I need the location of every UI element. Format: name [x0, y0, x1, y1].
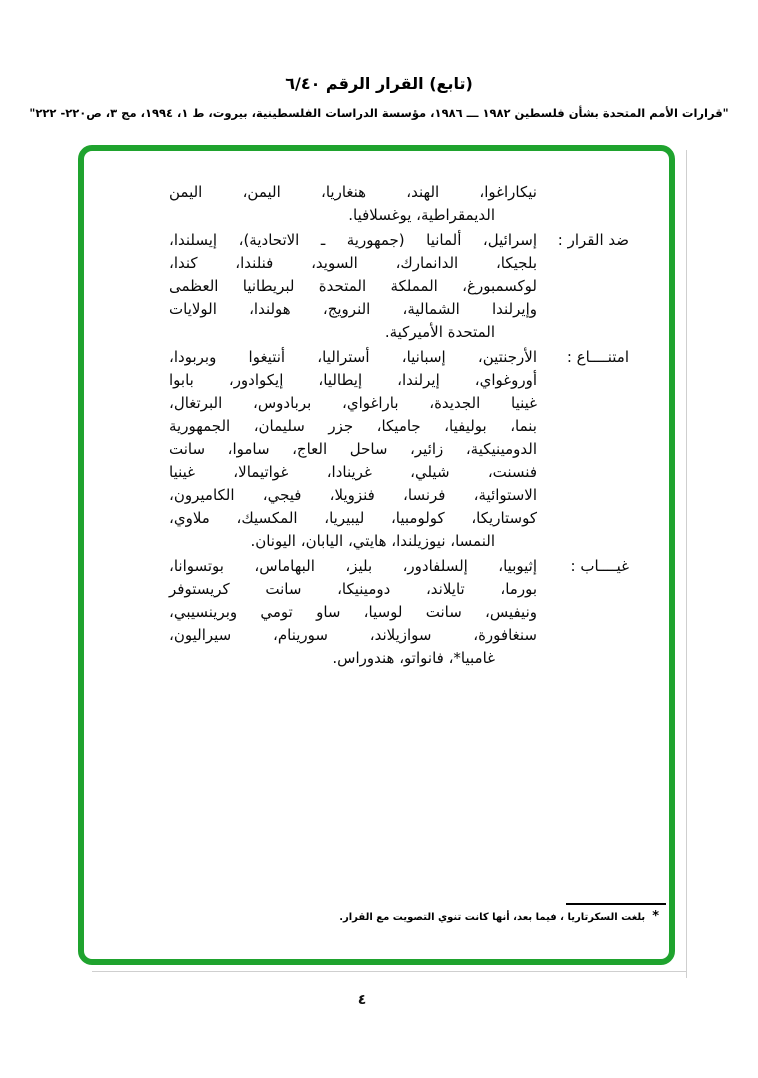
vote-line: بلجيكا، الدانمارك، السويد، فنلندا، كندا، [169, 254, 537, 272]
document-title: (تابع) القرار الرقم ٦/٤٠ [285, 74, 473, 93]
scan-edge-vertical-line [686, 150, 687, 978]
vote-label: ضد القرار : [557, 231, 629, 249]
page-number: ٤ [357, 992, 367, 1008]
vote-line: المتحدة الأميركية. [384, 323, 495, 341]
footnote-asterisk-marker: * [652, 909, 659, 924]
vote-line: أوروغواي، إيرلندا، إيطاليا، إيكوادور، بابوا [169, 371, 537, 389]
vote-line: الديمقراطية، يوغسلافيا. [348, 206, 495, 224]
vote-line: غينيا الجديدة، باراغواي، بربادوس، البرتغال، [169, 394, 537, 412]
vote-paragraph [169, 346, 629, 553]
vote-paragraph [169, 229, 629, 344]
vote-line: إثيوبيا، إلسلفادور، بليز، البهاماس، بوتسوانا، [169, 557, 537, 575]
vote-line: الأرجنتين، إسبانيا، أستراليا، أنتيغوا وبربودا، [169, 348, 537, 366]
vote-line: سنغافورة، سوازيلاند، سورينام، سيراليون، [169, 626, 537, 644]
vote-line: إسرائيل، ألمانيا (جمهورية ـ الاتحادية)، إيسلندا، [169, 231, 537, 249]
vote-line: الدومينيكية، زائير، ساحل العاج، ساموا، سانت [169, 440, 537, 458]
vote-line: غامبيا*، فانواتو، هندوراس. [332, 649, 495, 667]
vote-line: النمسا، نيوزيلندا، هايتي، اليابان، اليونان. [250, 532, 495, 550]
vote-line: بورما، تايلاند، دومينيكا، سانت كريستوفر [169, 580, 537, 598]
vote-label: امتنــــاع : [566, 348, 629, 366]
source-citation: "قرارات الأمم المتحدة بشأن فلسطين ١٩٨٢ ـــ ١٩٨٦، مؤسسة الدراسات الفلسطينية، بيروت، ط ١، ١٩٩٤، مج ٣، ص٢٢٠- ٢٢٢" [29, 106, 729, 120]
vote-lines [169, 555, 537, 670]
footnote [339, 909, 659, 924]
resolution-box [78, 145, 675, 965]
vote-line: بنما، بوليفيا، جاميكا، جزر سليمان، الجمهورية [169, 417, 537, 435]
vote-lines [169, 229, 537, 344]
vote-label: غيــــاب : [570, 557, 629, 575]
scan-edge-horizontal-line [92, 971, 686, 972]
vote-line: كوستاريكا، كولومبيا، ليبيريا، المكسيك، ملاوي، [169, 509, 537, 527]
vote-line: نيكاراغوا، الهند، هنغاريا، اليمن، اليمن [169, 183, 537, 201]
vote-line: وإيرلندا الشمالية، النرويج، هولندا، الولايات [169, 300, 537, 318]
vote-line: ونيفيس، سانت لوسيا، ساو تومي وبرينسيبي، [169, 603, 537, 621]
vote-line: الاستوائية، فرنسا، فنزويلا، فيجي، الكاميرون، [169, 486, 537, 504]
vote-paragraphs [169, 181, 629, 670]
footnote-separator [566, 903, 666, 905]
vote-lines [169, 346, 537, 553]
footnote-text: بلغت السكرتاريا ، فيما بعد، أنها كانت تنوي التصويت مع القرار. [339, 912, 646, 923]
vote-label [551, 181, 629, 227]
vote-line: لوكسمبورغ، المملكة المتحدة لبريطانيا العظمى [169, 277, 537, 295]
vote-line: فنسنت، شيلي، غرينادا، غواتيمالا، غينيا [169, 463, 537, 481]
vote-paragraph [169, 181, 629, 227]
vote-lines [169, 181, 537, 227]
vote-paragraph [169, 555, 629, 670]
